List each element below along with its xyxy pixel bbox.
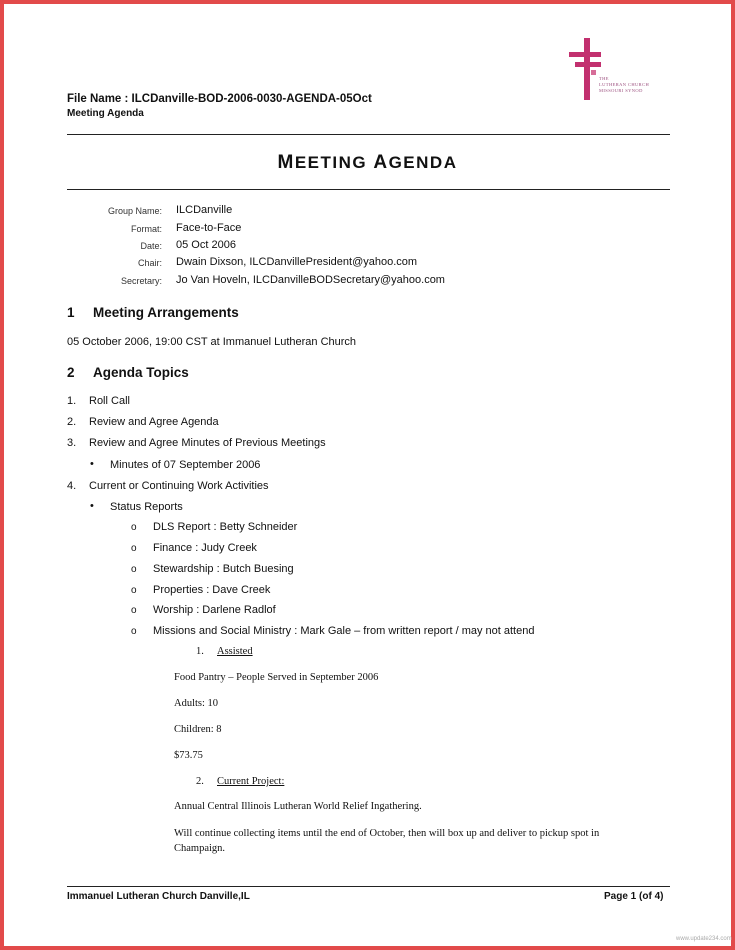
date-value: 05 Oct 2006 [176,239,236,251]
status-report-item: Worship : Darlene Radlof [153,604,276,616]
circle-bullet-icon: o [131,564,137,575]
chair-value: Dwain Dixson, ILCDanvillePresident@yahoo.com [176,256,418,268]
sub-item-1-number: 1. [196,646,204,657]
logo-text-2: LUTHERAN CHURCH [599,82,650,87]
sub-item-2-number: 2. [196,776,204,787]
bullet-icon: • [90,500,94,512]
footer-church: Immanuel Lutheran Church Danville,IL [67,891,250,902]
status-report-item: DLS Report : Betty Schneider [153,521,298,533]
group-name-label: Group Name: [107,206,162,216]
format-label: Format: [130,224,162,234]
project-line: Annual Central Illinois Lutheran World Relief Ingathering. [174,801,422,812]
title-rule [67,189,670,190]
church-logo [567,38,672,104]
group-name-value: ILCDanville [176,204,233,216]
agenda-item-3: Review and Agree Minutes of Previous Meetings [89,437,326,449]
status-report-item: Stewardship : Butch Buesing [153,563,294,575]
sub-item-2-title: Current Project: [217,776,285,787]
header-rule [67,134,670,135]
collecting-line-cont: Champaign. [174,843,226,854]
meeting-arrangements-text: 05 October 2006, 19:00 CST at Immanuel Lutheran Church [67,336,357,348]
section-1-number: 1 [67,305,75,320]
agenda-item-1: Roll Call [89,395,130,407]
circle-bullet-icon: o [131,522,137,533]
status-report-item: Finance : Judy Creek [153,542,257,554]
food-pantry-line: Food Pantry – People Served in September 2006 [174,672,379,683]
agenda-item-4-number: 4. [67,480,77,492]
agenda-item-4: Current or Continuing Work Activities [89,480,269,492]
circle-bullet-icon: o [131,543,137,554]
section-2-number: 2 [67,365,75,380]
page-title: MEETING AGENDA [277,152,458,173]
circle-bullet-icon: o [131,605,137,616]
circle-bullet-icon: o [131,585,137,596]
file-name: File Name : ILCDanville-BOD-2006-0030-AGENDA-05Oct [67,93,372,105]
adults-line: Adults: 10 [174,698,219,709]
footer-page-number: Page 1 (of 4) [604,891,664,902]
logo-text-3: MISSOURI SYNOD [599,88,643,93]
secretary-label: Secretary: [120,276,162,286]
section-2-title: Agenda Topics [93,365,189,380]
secretary-value: Jo Van Hoveln, ILCDanvilleBODSecretary@yahoo.com [176,274,445,286]
agenda-item-2-number: 2. [67,416,77,428]
watermark: www.update234.com [676,936,732,942]
amount-line: $73.75 [174,750,203,761]
bullet-status-reports: Status Reports [110,501,183,513]
doc-type: Meeting Agenda [67,108,144,119]
agenda-item-1-number: 1. [67,395,77,407]
collecting-line: Will continue collecting items until the end of October, then will box up and deliver to pickup spot in [174,828,600,839]
chair-label: Chair: [137,258,162,268]
format-value: Face-to-Face [176,222,242,234]
sub-item-1-title: Assisted [217,646,253,657]
status-report-item: Properties : Dave Creek [153,584,271,596]
cross-icon [567,38,607,104]
agenda-item-2: Review and Agree Agenda [89,416,219,428]
logo-text-1: THE [599,76,609,81]
circle-bullet-icon: o [131,626,137,637]
status-report-item: Missions and Social Ministry : Mark Gale – from written report / may not attend [153,625,535,637]
bullet-minutes: Minutes of 07 September 2006 [110,459,261,471]
agenda-item-3-number: 3. [67,437,77,449]
section-1-title: Meeting Arrangements [93,305,239,320]
footer-rule [67,886,670,887]
bullet-icon: • [90,458,94,470]
date-label: Date: [140,241,162,251]
children-line: Children: 8 [174,724,222,735]
